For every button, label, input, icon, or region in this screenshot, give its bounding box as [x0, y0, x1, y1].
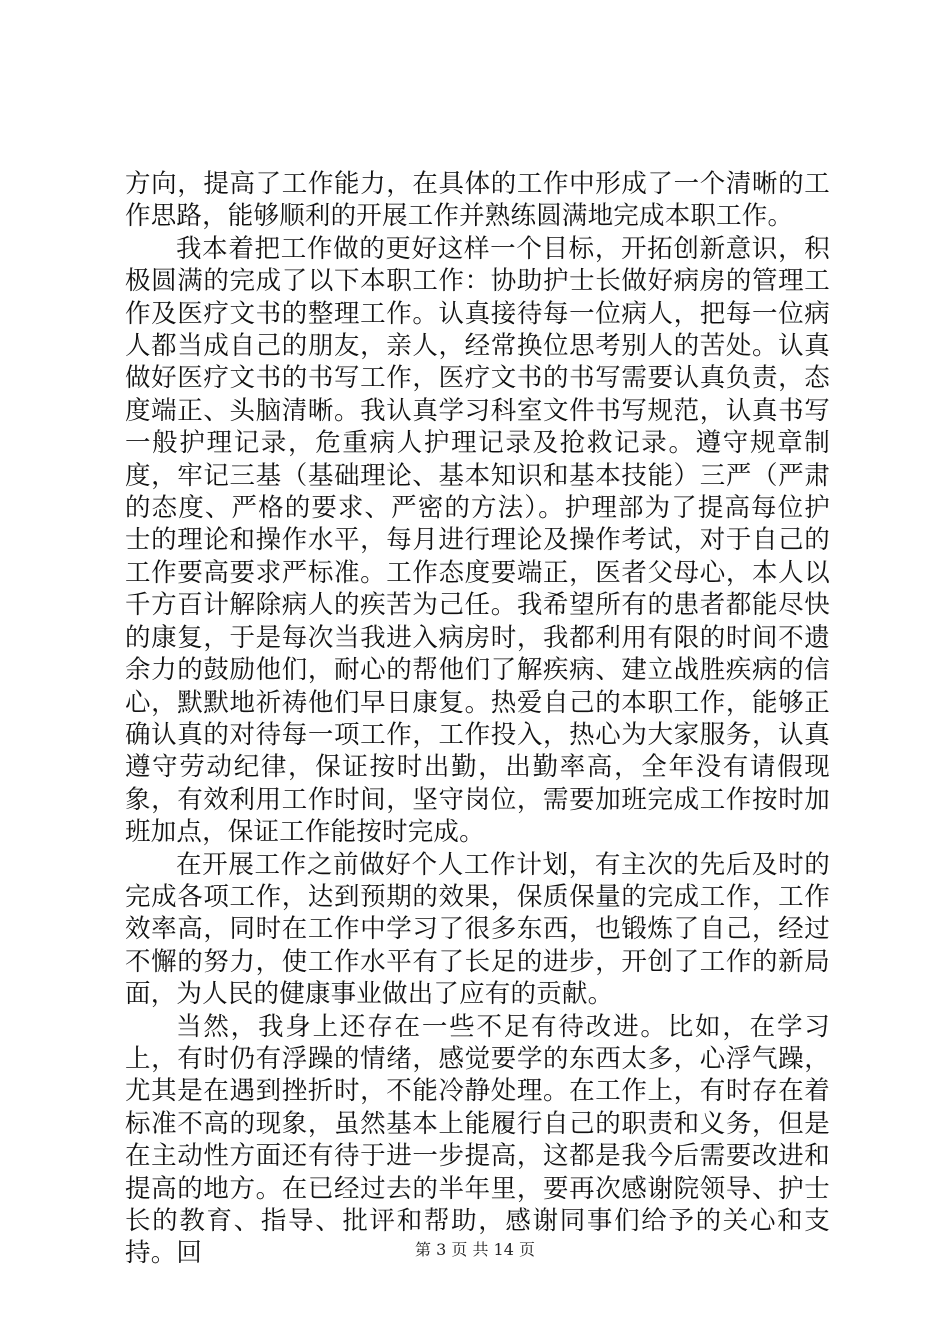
page-number-footer: 第 3 页 共 14 页: [415, 1240, 535, 1259]
document-body: [125, 168, 830, 1270]
paragraph-3: 在开展工作之前做好个人工作计划，有主次的先后及时的完成各项工作，达到预期的效果，保质保量的完成工作，工作效率高，同时在工作中学习了很多东西，也锻炼了自己，经过不懈的努力，使工作水平有了长足的进步，开创了工作的新局面，为人民的健康事业做出了应有的贡献。: [125, 849, 830, 1010]
paragraph-2: 我本着把工作做的更好这样一个目标，开拓创新意识，积极圆满的完成了以下本职工作：协助护士长做好病房的管理工作及医疗文书的整理工作。认真接待每一位病人，把每一位病人都当成自己的朋友，亲人，经常换位思考别人的苦处。认真做好医疗文书的书写工作，医疗文书的书写需要认真负责，态度端正、头脑清晰。我认真学习科室文件书写规范，认真书写一般护理记录，危重病人护理记录及抢救记录。遵守规章制度，牢记三基（基础理论、基本知识和基本技能）三严（严肃的态度、严格的要求、严密的方法）。护理部为了提高每位护士的理论和操作水平，每月进行理论及操作考试，对于自己的工作要高要求严标准。工作态度要端正，医者父母心，本人以千方百计解除病人的疾苦为己任。我希望所有的患者都能尽快的康复，于是每次当我进入病房时，我都利用有限的时间不遗余力的鼓励他们，耐心的帮他们了解疾病、建立战胜疾病的信心，默默地祈祷他们早日康复。热爱自己的本职工作，能够正确认真的对待每一项工作，工作投入，热心为大家服务，认真遵守劳动纪律，保证按时出勤，出勤率高，全年没有请假现象，有效利用工作时间，坚守岗位，需要加班完成工作按时加班加点，保证工作能按时完成。: [125, 233, 830, 848]
paragraph-1: 方向，提高了工作能力，在具体的工作中形成了一个清晰的工作思路，能够顺利的开展工作并熟练圆满地完成本职工作。: [125, 169, 830, 232]
paragraph-4: 当然，我身上还存在一些不足有待改进。比如，在学习上，有时仍有浮躁的情绪，感觉要学的东西太多，心浮气躁，尤其是在遇到挫折时，不能冷静处理。在工作上，有时存在着标准不高的现象，虽然基本上能履行自己的职责和义务，但是在主动性方面还有待于进一步提高，这都是我今后需要改进和提高的地方。在已经过去的半年里，要再次感谢院领导、护士长的教育、指导、批评和帮助，感谢同事们给予的关心和支持。回: [125, 1011, 830, 1269]
